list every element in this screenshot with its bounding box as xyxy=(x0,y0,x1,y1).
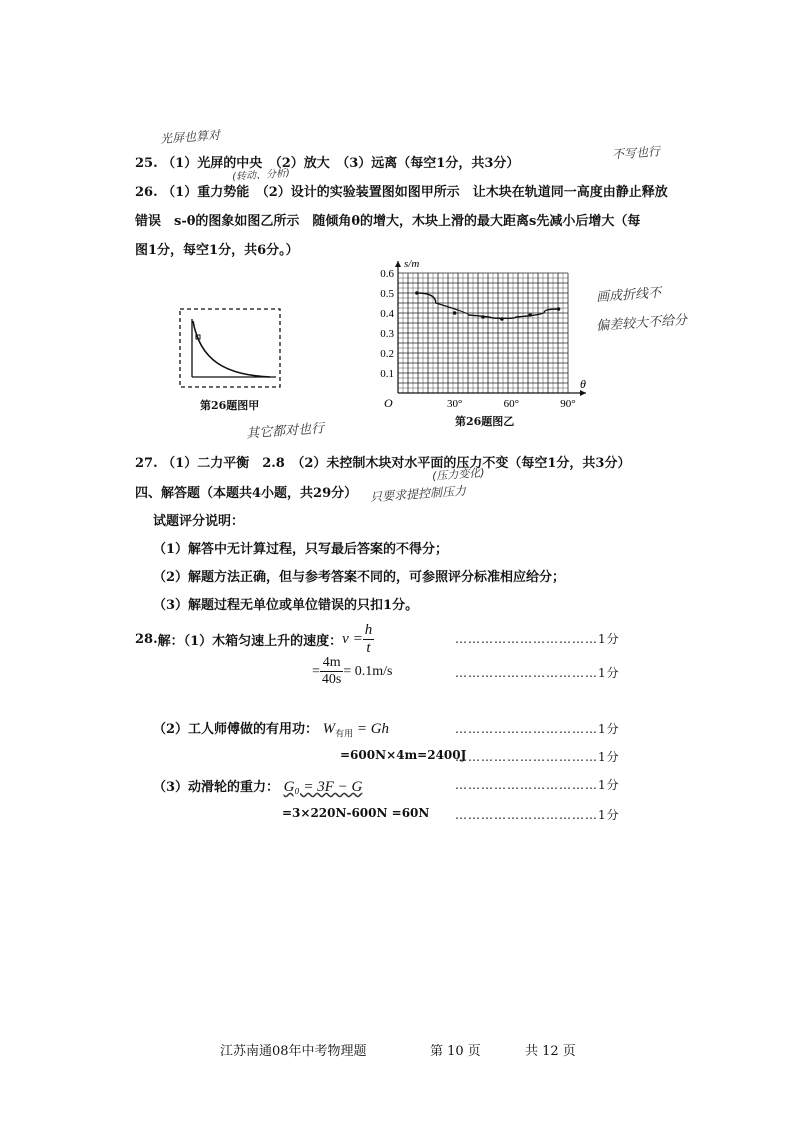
scoring-rule-2: （2）解题方法正确，但与参考答案不同的，可参照评分标准相应给分； xyxy=(153,570,566,585)
pulley-formula: G₀ = 3F − G xyxy=(283,779,363,795)
work-subscript: 有用 xyxy=(335,728,354,739)
score-label: 1分 xyxy=(598,666,620,680)
score-dots xyxy=(455,664,620,681)
q28-work-calc: =600N×4m=2400J xyxy=(340,748,467,762)
handwritten-note: (转动、分析) xyxy=(231,167,291,183)
dots: …………………………… xyxy=(455,632,598,646)
score-label: 1分 xyxy=(598,750,620,764)
score-label: 1分 xyxy=(598,632,620,646)
dots: …………………………… xyxy=(455,750,598,764)
y-tick-label: 0.2 xyxy=(380,348,394,360)
footer-page: 第 10 页 xyxy=(430,1044,481,1059)
score-dots xyxy=(455,720,620,737)
q25-text: （1）光屏的中央 （2）放大 （3）远离（每空1分，共3分） xyxy=(162,156,520,171)
scoring-title: 试题评分说明： xyxy=(153,514,245,529)
handwritten-note: 画成折线不 xyxy=(595,285,662,306)
score-label: 1分 xyxy=(598,778,620,792)
data-point xyxy=(500,317,504,321)
velocity-lhs: v = xyxy=(342,631,363,647)
q26-number: 26. xyxy=(135,185,158,200)
figure-a-apparatus xyxy=(176,305,286,393)
score-label: 1分 xyxy=(598,722,620,736)
y-tick-label: 0.4 xyxy=(380,308,394,320)
x-tick-label: 60° xyxy=(503,398,520,410)
data-point xyxy=(557,307,561,311)
score-label: 1分 xyxy=(598,808,620,822)
handwritten-note: 其它都对也行 xyxy=(245,421,325,442)
x-axis-label: θ xyxy=(580,377,586,391)
dots: …………………………… xyxy=(455,808,598,822)
velocity-result: = 0.1m/s xyxy=(343,663,393,679)
figure-a-dashed-frame xyxy=(180,309,280,387)
data-point xyxy=(415,291,419,295)
y-tick-label: 0.1 xyxy=(380,368,394,380)
q27-line xyxy=(135,452,630,471)
q28-pulley-calc: =3×220N-600N =60N xyxy=(282,806,430,820)
fraction-denominator: t xyxy=(366,640,371,656)
dots: …………………………… xyxy=(455,666,598,680)
x-tick-label: 30° xyxy=(446,398,463,410)
fraction-denominator: 40s xyxy=(321,672,342,687)
q28-line-1 xyxy=(135,622,374,657)
q25-line xyxy=(135,152,519,171)
q26-line-1 xyxy=(135,181,668,200)
q28-line-2 xyxy=(312,655,392,688)
score-dots xyxy=(455,806,620,823)
figure-b-caption: 第26题图乙 xyxy=(455,415,515,428)
q28-part3-line xyxy=(153,776,362,796)
q26-line-2: 错误 s-θ的图象如图乙所示 随倾角θ的增大，木块上滑的最大距离s先减小后增大（每 xyxy=(135,214,641,229)
dots: …………………………… xyxy=(455,722,598,736)
figure-b-chart xyxy=(365,255,595,420)
handwritten-note: 光屏也算对 xyxy=(159,127,221,147)
x-tick-label: 90° xyxy=(560,398,576,410)
footer-title: 江苏南通08年中考物理题 xyxy=(220,1044,367,1059)
fraction-numerator: 4m xyxy=(320,655,343,672)
score-dots xyxy=(455,748,620,765)
work-rhs: = Gh xyxy=(353,721,390,737)
q28-part2-label: （2）工人师傅做的有用功： xyxy=(153,722,319,737)
q26-text-1: （1）重力势能 （2）设计的实验装置图如图甲所示 让木块在轨道同一高度由静止释放 xyxy=(162,185,668,200)
handwritten-note: (压力变化) xyxy=(431,466,486,483)
y-tick-label: 0.3 xyxy=(380,328,394,340)
y-axis-arrow xyxy=(395,261,401,267)
origin-label: O xyxy=(384,396,393,410)
data-point xyxy=(528,313,532,317)
y-tick-label: 0.6 xyxy=(380,268,394,280)
q25-number: 25. xyxy=(135,156,158,171)
footer-total: 共 12 页 xyxy=(525,1044,576,1059)
section4-title: 四、解答题（本题共4小题，共29分） xyxy=(135,486,358,501)
figure-a-track xyxy=(193,321,270,377)
q28-number: 28. xyxy=(135,632,158,647)
fraction-numerator: h xyxy=(364,622,373,638)
y-axis-label: s/m xyxy=(404,258,420,270)
q27-text: （1）二力平衡 2.8 （2）未控制木块对水平面的压力不变（每空1分，共3分） xyxy=(162,456,631,471)
q28-part2-line xyxy=(153,718,389,740)
q26-line-3: 图1分，每空1分，共6分。） xyxy=(135,243,299,258)
work-lhs: W xyxy=(322,721,336,737)
figure-a-caption: 第26题图甲 xyxy=(200,399,260,412)
data-point xyxy=(453,311,457,315)
q28-intro: 解：（1）木箱匀速上升的速度： xyxy=(157,634,343,649)
velocity-calc-fraction xyxy=(320,655,343,688)
data-point xyxy=(481,315,485,319)
velocity-calc-eq: = xyxy=(312,663,320,679)
dots: …………………………… xyxy=(455,778,598,792)
q28-part3-label: （3）动滑轮的重力： xyxy=(153,780,280,795)
handwritten-note: 偏差较大不给分 xyxy=(595,312,688,335)
scoring-rule-1: （1）解答中无计算过程，只写最后答案的不得分； xyxy=(153,542,449,557)
handwritten-note: 不写也行 xyxy=(611,144,661,162)
score-dots xyxy=(455,630,620,647)
score-dots xyxy=(455,776,620,793)
scoring-rule-3: （3）解题过程无单位或单位错误的只扣1分。 xyxy=(153,598,419,613)
velocity-fraction xyxy=(363,622,375,657)
q27-number: 27. xyxy=(135,456,158,471)
handwritten-note: 只要求提控制压力 xyxy=(369,483,467,505)
y-tick-label: 0.5 xyxy=(380,288,394,300)
